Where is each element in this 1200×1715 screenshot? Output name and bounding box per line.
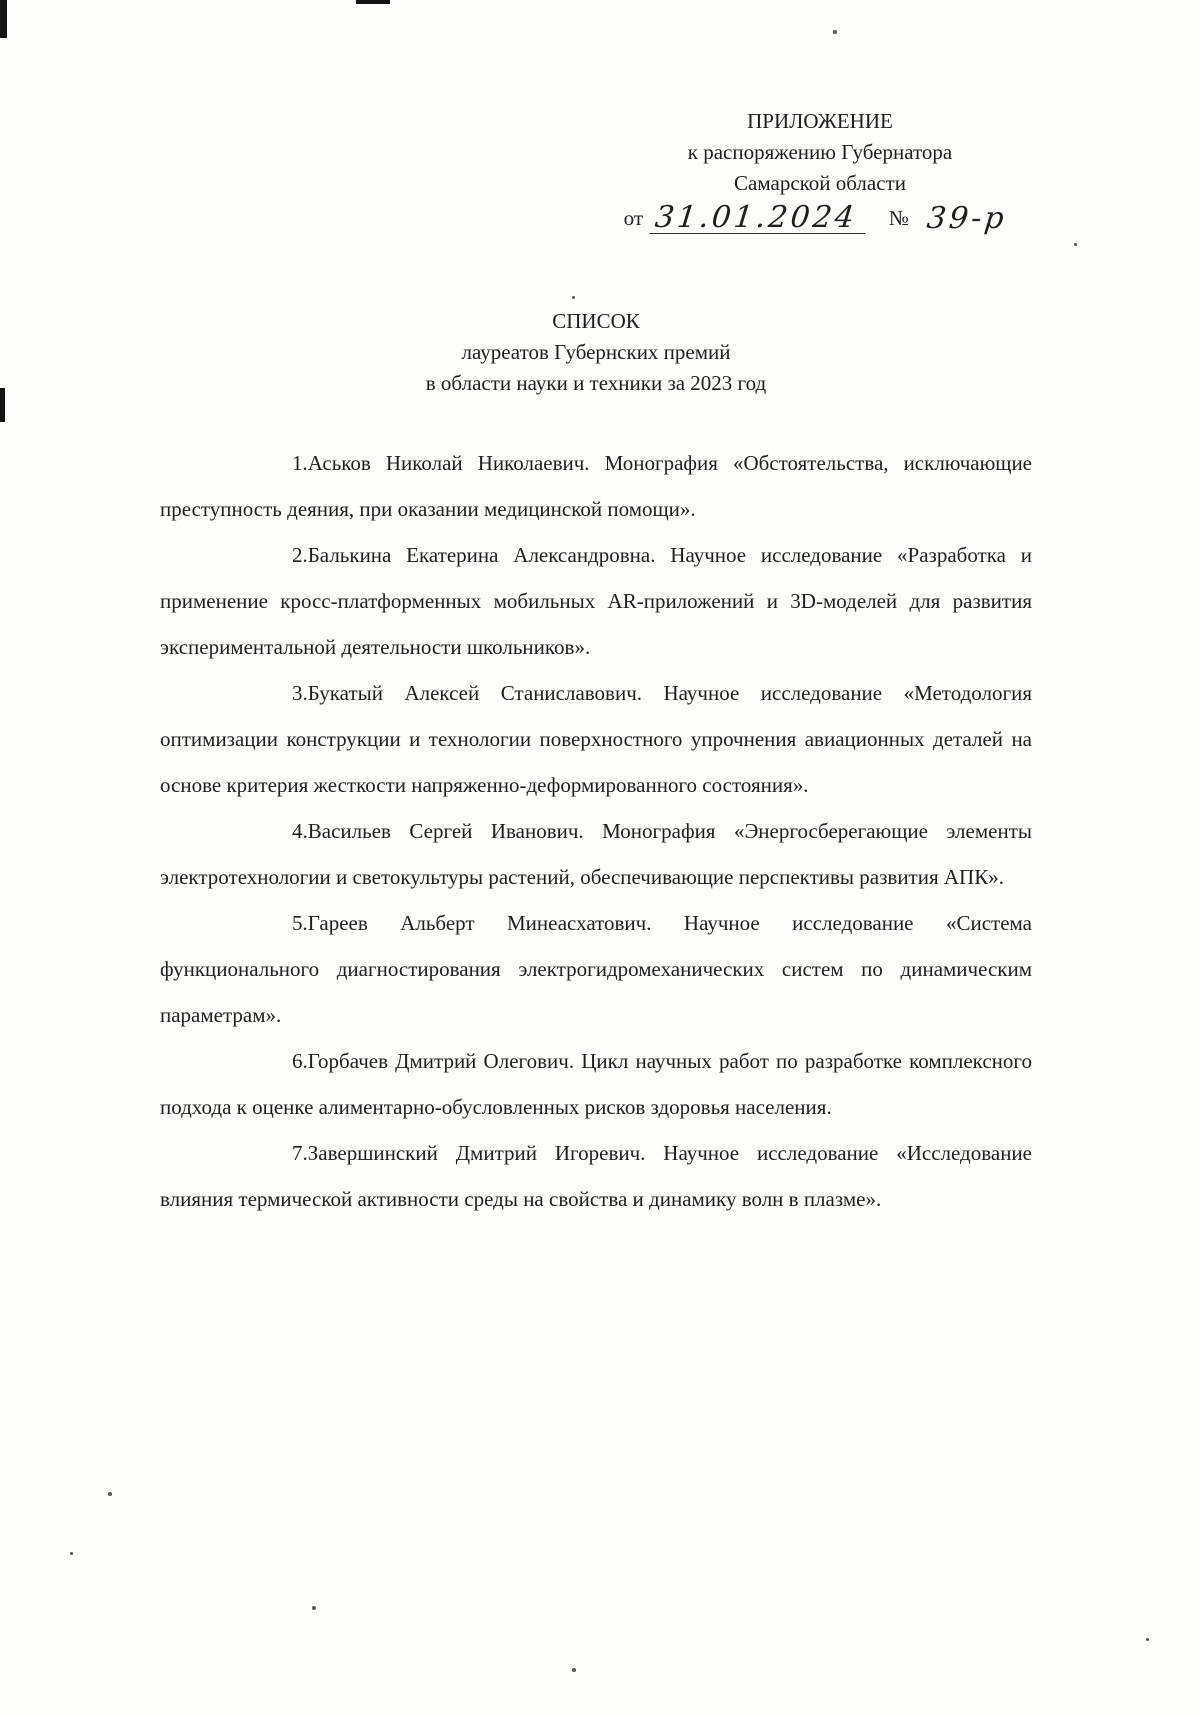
scan-artifact: [0, 0, 7, 38]
laureates-list: [160, 440, 1032, 1222]
scan-speck: [572, 1668, 576, 1672]
item-text: Завершинский Дмитрий Игоревич. Научное исследование «Исследование влияния термической активности среды на свойства и динамику волн в плазме».: [160, 1141, 1032, 1211]
handwritten-number: 39-р: [925, 201, 1009, 236]
item-number: 2.: [292, 543, 308, 567]
scan-speck: [312, 1606, 316, 1610]
scan-speck: [1074, 243, 1077, 246]
list-item: [160, 440, 1032, 532]
item-number: 3.: [292, 681, 308, 705]
scan-speck: [70, 1552, 73, 1555]
title-line-3: в области науки и техники за 2023 год: [425, 371, 767, 395]
appendix-header: [610, 106, 1030, 234]
item-text: Букатый Алексей Станиславович. Научное исследование «Методология оптимизации конструкции и технологии поверхностного упрочнения авиационных деталей на основе критерия жесткости напряженно-деформированного состояния».: [160, 681, 1032, 797]
item-number: 6.: [292, 1049, 308, 1073]
scan-artifact: [356, 0, 390, 4]
list-item: [160, 1038, 1032, 1130]
list-item: [160, 900, 1032, 1038]
item-text: Васильев Сергей Иванович. Монография «Энергосберегающие элементы электротехнологии и светокультуры растений, обеспечивающие перспективы развития АПК».: [160, 819, 1032, 889]
item-number: 5.: [292, 911, 308, 935]
title-line-2: лауреатов Губернских премий: [461, 340, 731, 364]
appendix-subtitle-2: Самарской области: [734, 171, 906, 195]
handwritten-date: 31.01.2024: [649, 203, 868, 234]
date-number-line: [610, 200, 1030, 236]
title-line-1: СПИСОК: [552, 309, 640, 333]
list-item: [160, 532, 1032, 670]
scan-artifact: [0, 388, 5, 422]
item-number: 7.: [292, 1141, 308, 1165]
scan-speck: [833, 30, 837, 34]
item-number: 4.: [292, 819, 308, 843]
appendix-title: ПРИЛОЖЕНИЕ: [747, 109, 893, 133]
number-sign: №: [888, 206, 909, 230]
document-title-block: [160, 306, 1032, 399]
list-item: [160, 808, 1032, 900]
date-prefix: от: [623, 206, 644, 230]
list-item: [160, 670, 1032, 808]
scan-speck: [572, 296, 575, 299]
scan-speck: [1146, 1638, 1149, 1641]
item-number: 1.: [292, 451, 308, 475]
scan-speck: [108, 1492, 112, 1496]
appendix-subtitle-1: к распоряжению Губернатора: [687, 140, 953, 164]
item-text: Балькина Екатерина Александровна. Научное исследование «Разработка и применение кросс-платформенных мобильных AR-приложений и 3D-моделей для развития экспериментальной деятельности школьников».: [160, 543, 1032, 659]
list-item: [160, 1130, 1032, 1222]
item-text: Горбачев Дмитрий Олегович. Цикл научных работ по разработке комплексного подхода к оценке алиментарно-обусловленных рисков здоровья населения.: [160, 1049, 1032, 1119]
item-text: Гареев Альберт Минеасхатович. Научное исследование «Система функционального диагностирования электрогидромеханических систем по динамическим параметрам».: [160, 911, 1032, 1027]
item-text: Аськов Николай Николаевич. Монография «Обстоятельства, исключающие преступность деяния, при оказании медицинской помощи».: [160, 451, 1032, 521]
